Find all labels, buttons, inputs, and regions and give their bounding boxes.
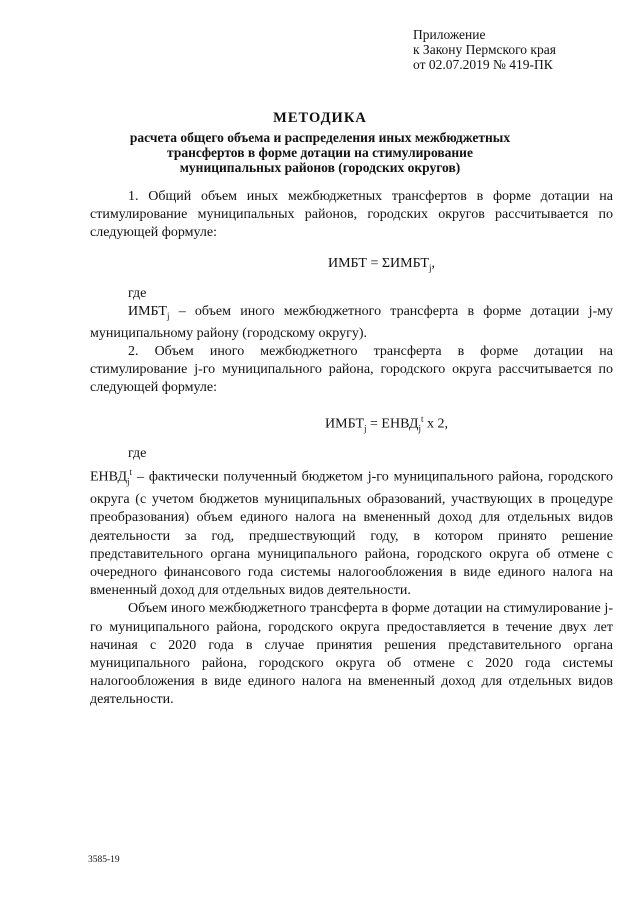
document-code: 3585-19 [88, 855, 120, 865]
where-label-1: где [128, 285, 147, 301]
paragraph-2: 2. Объем иного межбюджетного трансферта в форме дотации на стимулирование j-го муниципального района, городского округа рассчитывается по следующей формуле: [90, 344, 613, 396]
formula-2-tail: х 2, [423, 416, 448, 432]
definition-1-sub: j [166, 310, 170, 321]
formula-1-sub: j [428, 262, 432, 273]
appendix-line-1: Приложение [413, 27, 486, 42]
where-label-2: где [128, 446, 147, 462]
subtitle-line-3: муниципальных районов (городских округов) [179, 160, 461, 175]
document-title: МЕТОДИКА [273, 110, 367, 126]
appendix-header [413, 27, 556, 72]
definition-2-text: – фактически полученный бюджетом j-го муниципального района, городского округа (с учетом бюджетов муниципальных образований, участвующих в процедуре преобразования) объем единого налога на вмененный доход для отдельных видов деятельности за год, предшествующий году, в котором принято решение представительного органа муниципального района, городского округа об отмене с очередного финансового года системы налогообложения в виде единого налога на вмененный доход для отдельных видов деятельности. [90, 470, 613, 599]
formula-2-lhs-sub: j [364, 423, 367, 434]
formula-2-rhs-sub: j [418, 423, 421, 434]
definition-2-sub: j [127, 476, 130, 487]
paragraph-1: 1. Общий объем иных межбюджетных трансфертов в форме дотации на стимулирование муниципальных районов, городских округов рассчитывается по следующей формуле: [90, 189, 613, 241]
definition-1-text: – объем иного межбюджетного трансферта в форме дотации j-му муниципальному району (городскому округу). [90, 303, 613, 341]
subtitle-line-2: трансфертов в форме дотации на стимулирование [167, 145, 473, 160]
formula-1-tail: , [431, 255, 435, 271]
appendix-line-2: к Закону Пермского края [413, 42, 556, 57]
formula-2-eq: = ЕНВД [366, 416, 419, 432]
definition-2-term: ЕНВД [90, 470, 128, 486]
definition-1-term: ИМБТ [128, 303, 167, 319]
document-subtitle [120, 130, 520, 175]
definition-1 [90, 303, 613, 343]
subtitle-line-1: расчета общего объема и распределения иных межбюджетных [129, 130, 511, 145]
appendix-line-3: от 02.07.2019 № 419-ПК [413, 57, 553, 72]
formula-2 [90, 410, 613, 438]
definition-2 [90, 463, 613, 600]
formula-2-lhs: ИМБТ [325, 416, 364, 432]
formula-2-rhs-sup: t [420, 413, 424, 424]
document-body [90, 188, 613, 710]
formula-1 [90, 255, 613, 277]
paragraph-3: Объем иного межбюджетного трансферта в форме дотации на стимулирование j-го муниципального района, городского округа предоставляется в течение двух лет начиная с 2020 года в случае принятия решения представительного органа муниципального района, городского округа об отмене с 2020 года системы налогообложения в виде единого налога на вмененный доход для отдельных видов деятельности. [90, 601, 613, 708]
definition-2-sup: t [129, 467, 133, 478]
formula-1-main: ИМБТ = ΣИМБТ [328, 255, 429, 271]
